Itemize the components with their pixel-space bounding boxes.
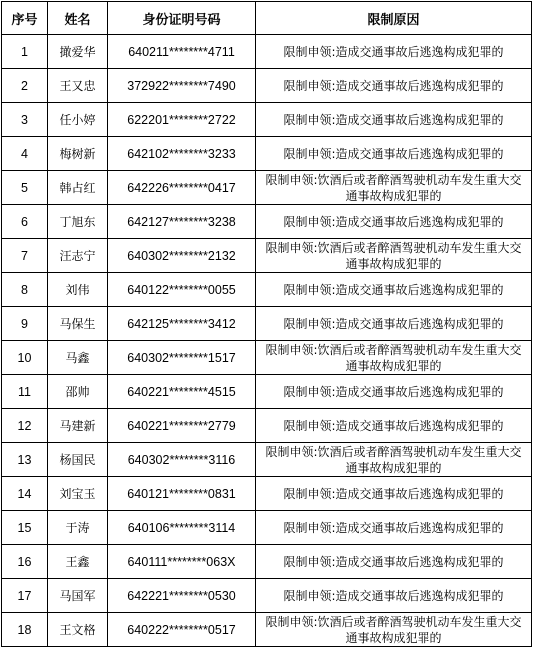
row-reason: 限制申领:造成交通事故后逃逸构成犯罪的 (256, 545, 532, 579)
header-reason: 限制原因 (256, 2, 532, 35)
row-id-number: 372922********7490 (108, 69, 256, 103)
table-row (2, 443, 532, 477)
table-row (2, 35, 532, 69)
row-name: 丁旭东 (48, 205, 108, 239)
row-reason: 限制申领:造成交通事故后逃逸构成犯罪的 (256, 273, 532, 307)
row-index: 3 (2, 103, 48, 137)
header-id-number: 身份证明号码 (108, 2, 256, 35)
row-name: 韩占红 (48, 171, 108, 205)
row-id-number: 640222********0517 (108, 613, 256, 647)
row-id-number: 642127********3238 (108, 205, 256, 239)
row-id-number: 640302********3116 (108, 443, 256, 477)
table-row (2, 579, 532, 613)
row-name: 刘宝玉 (48, 477, 108, 511)
row-index: 5 (2, 171, 48, 205)
row-id-number: 640221********2779 (108, 409, 256, 443)
row-reason: 限制申领:造成交通事故后逃逸构成犯罪的 (256, 375, 532, 409)
row-name: 于涛 (48, 511, 108, 545)
row-id-number: 640111********063X (108, 545, 256, 579)
table-row (2, 477, 532, 511)
row-id-number: 640221********4515 (108, 375, 256, 409)
row-index: 9 (2, 307, 48, 341)
row-name: 王又忠 (48, 69, 108, 103)
row-reason: 限制申领:饮酒后或者醉酒驾驶机动车发生重大交通事故构成犯罪的 (256, 613, 532, 647)
row-id-number: 622201********2722 (108, 103, 256, 137)
row-id-number: 640302********2132 (108, 239, 256, 273)
row-reason: 限制申领:造成交通事故后逃逸构成犯罪的 (256, 409, 532, 443)
row-reason: 限制申领:饮酒后或者醉酒驾驶机动车发生重大交通事故构成犯罪的 (256, 239, 532, 273)
row-reason: 限制申领:饮酒后或者醉酒驾驶机动车发生重大交通事故构成犯罪的 (256, 443, 532, 477)
header-row (2, 2, 532, 35)
row-name: 撖爱华 (48, 35, 108, 69)
row-name: 梅树新 (48, 137, 108, 171)
row-id-number: 640106********3114 (108, 511, 256, 545)
row-index: 10 (2, 341, 48, 375)
table-row (2, 613, 532, 647)
row-reason: 限制申领:饮酒后或者醉酒驾驶机动车发生重大交通事故构成犯罪的 (256, 171, 532, 205)
row-id-number: 640302********1517 (108, 341, 256, 375)
row-index: 7 (2, 239, 48, 273)
table-row (2, 103, 532, 137)
row-name: 王文格 (48, 613, 108, 647)
row-reason: 限制申领:饮酒后或者醉酒驾驶机动车发生重大交通事故构成犯罪的 (256, 341, 532, 375)
row-index: 16 (2, 545, 48, 579)
row-id-number: 642102********3233 (108, 137, 256, 171)
row-index: 15 (2, 511, 48, 545)
header-name: 姓名 (48, 2, 108, 35)
row-id-number: 640122********0055 (108, 273, 256, 307)
row-reason: 限制申领:造成交通事故后逃逸构成犯罪的 (256, 103, 532, 137)
restriction-table (1, 1, 532, 647)
table-row (2, 545, 532, 579)
row-index: 6 (2, 205, 48, 239)
row-name: 邵帅 (48, 375, 108, 409)
row-name: 刘伟 (48, 273, 108, 307)
table-row (2, 205, 532, 239)
row-index: 1 (2, 35, 48, 69)
row-reason: 限制申领:造成交通事故后逃逸构成犯罪的 (256, 69, 532, 103)
row-name: 马保生 (48, 307, 108, 341)
table-row (2, 341, 532, 375)
row-name: 王鑫 (48, 545, 108, 579)
row-index: 4 (2, 137, 48, 171)
table-row (2, 307, 532, 341)
row-index: 12 (2, 409, 48, 443)
row-id-number: 640211********4711 (108, 35, 256, 69)
row-index: 2 (2, 69, 48, 103)
header-index: 序号 (2, 2, 48, 35)
table-row (2, 239, 532, 273)
row-reason: 限制申领:造成交通事故后逃逸构成犯罪的 (256, 205, 532, 239)
row-index: 17 (2, 579, 48, 613)
table-row (2, 511, 532, 545)
table-row (2, 171, 532, 205)
row-id-number: 642125********3412 (108, 307, 256, 341)
table-row (2, 273, 532, 307)
row-name: 杨国民 (48, 443, 108, 477)
table-row (2, 375, 532, 409)
row-index: 18 (2, 613, 48, 647)
row-index: 13 (2, 443, 48, 477)
row-name: 马建新 (48, 409, 108, 443)
row-reason: 限制申领:造成交通事故后逃逸构成犯罪的 (256, 579, 532, 613)
table-row (2, 409, 532, 443)
row-reason: 限制申领:造成交通事故后逃逸构成犯罪的 (256, 35, 532, 69)
table-row (2, 137, 532, 171)
row-index: 14 (2, 477, 48, 511)
row-name: 汪志宁 (48, 239, 108, 273)
row-name: 马国军 (48, 579, 108, 613)
row-name: 马鑫 (48, 341, 108, 375)
row-id-number: 642226********0417 (108, 171, 256, 205)
row-reason: 限制申领:造成交通事故后逃逸构成犯罪的 (256, 137, 532, 171)
row-reason: 限制申领:造成交通事故后逃逸构成犯罪的 (256, 477, 532, 511)
row-id-number: 642221********0530 (108, 579, 256, 613)
table-row (2, 69, 532, 103)
row-reason: 限制申领:造成交通事故后逃逸构成犯罪的 (256, 511, 532, 545)
row-index: 8 (2, 273, 48, 307)
row-index: 11 (2, 375, 48, 409)
row-reason: 限制申领:造成交通事故后逃逸构成犯罪的 (256, 307, 532, 341)
row-name: 任小婷 (48, 103, 108, 137)
row-id-number: 640121********0831 (108, 477, 256, 511)
